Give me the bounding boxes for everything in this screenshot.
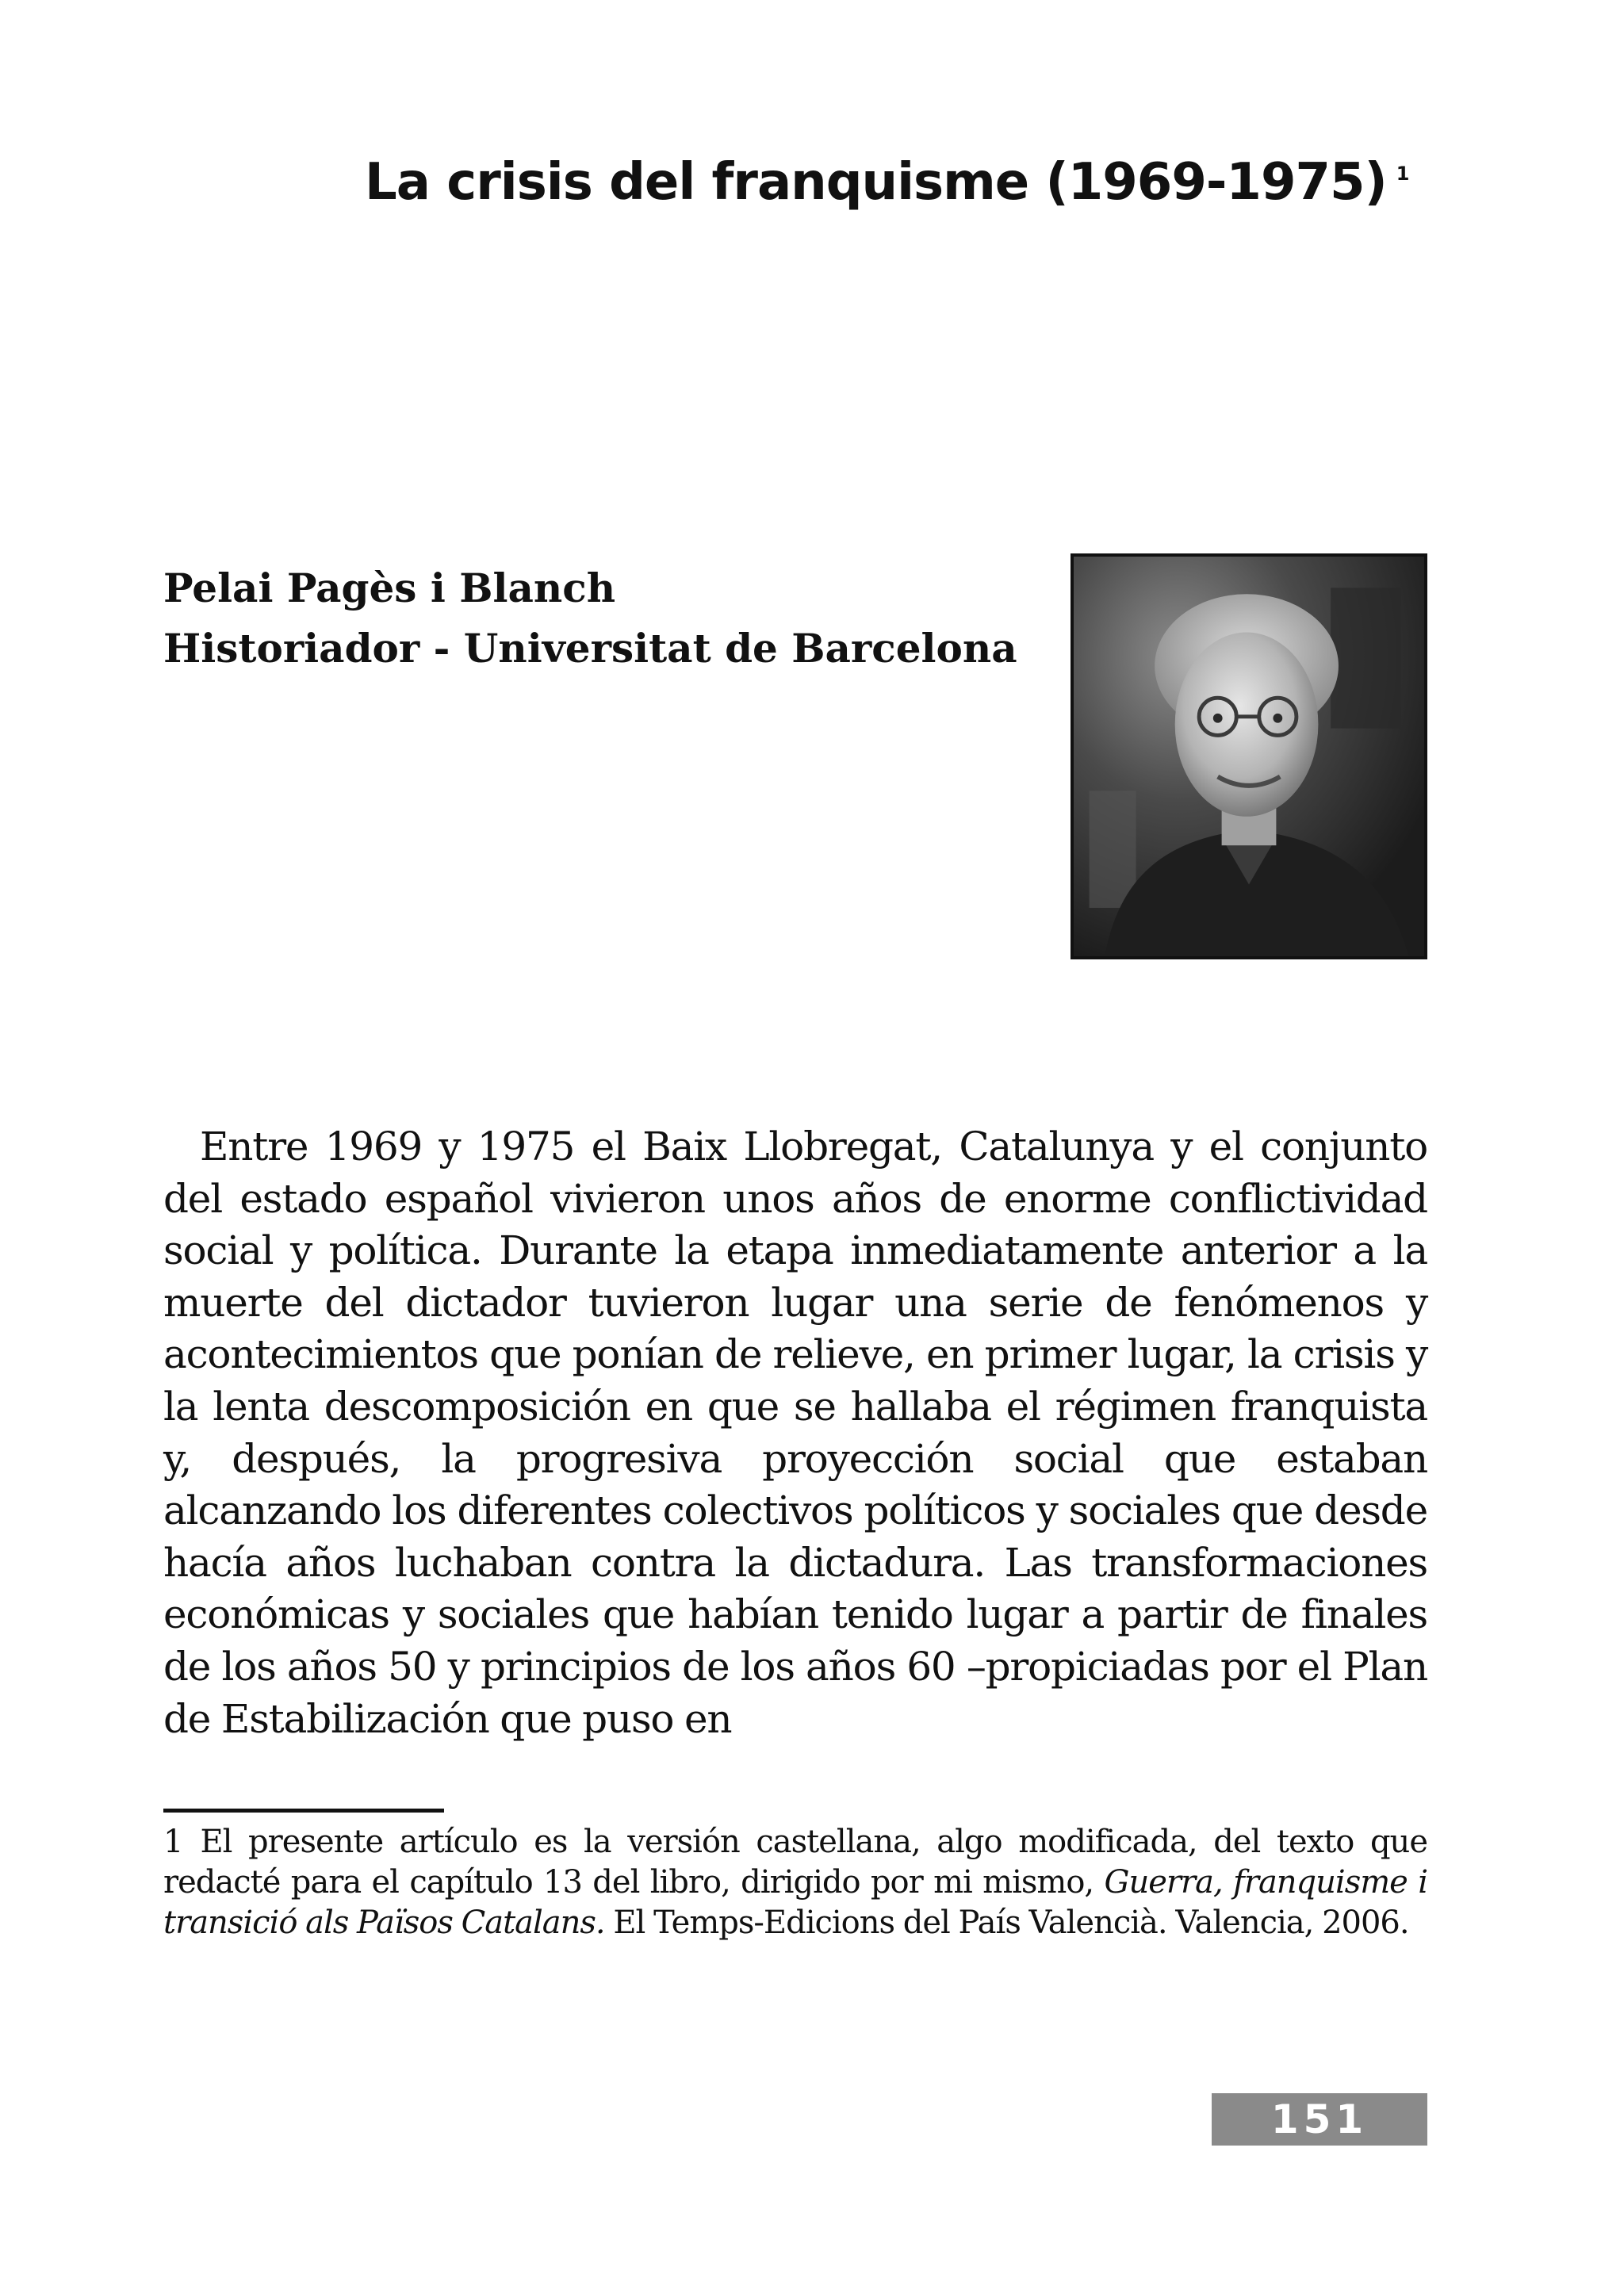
title-text: La crisis del franquisme (1969-1975) bbox=[365, 153, 1387, 212]
page-title bbox=[365, 155, 1408, 210]
footnote bbox=[163, 1822, 1427, 1943]
title-footnote-mark[interactable]: 1 bbox=[1396, 163, 1409, 185]
author-affiliation: Historiador - Universitat de Barcelona bbox=[163, 625, 1017, 672]
footnote-publication: El Temps-Edicions del País Valencià. Valencia, 2006. bbox=[613, 1905, 1409, 1941]
body-paragraph: Entre 1969 y 1975 el Baix Llobregat, Catalunya y el conjunto del estado español vivieron unos años de enorme conflictividad social y política. Durante la etapa inmediatamente anterior a la muerte del dictador tuvieron lugar una serie de fenómenos y acontecimientos que ponían de relieve, en primer lugar, la crisis y la lenta descomposición en que se hallaba el régimen franquista y, después, la progresiva proyección social que estaban alcanzando los diferentes colectivos políticos y sociales que desde hacía años luchaban contra la dictadura. Las transformaciones económicas y sociales que habían tenido lugar a partir de finales de los años 50 y principios de los años 60 –propiciadas por el Plan de Estabilización que puso en bbox=[163, 1124, 1427, 1742]
footnote-number: 1 bbox=[163, 1824, 183, 1860]
page-number: 151 bbox=[1212, 2093, 1427, 2146]
footnote-divider bbox=[163, 1809, 444, 1813]
author-portrait-icon bbox=[1074, 557, 1424, 956]
footnote-text: El presente artículo es la versión castellana, algo modificada, del texto que redacté para el capítulo 13 del libro, dirigido por mi mismo, bbox=[163, 1824, 1427, 1901]
author-name: Pelai Pagès i Blanch bbox=[163, 565, 616, 611]
author-photo bbox=[1071, 553, 1427, 959]
footnote-book-title: Guerra, franquisme i transició als Països Catalans. bbox=[163, 1864, 1427, 1941]
author-block bbox=[163, 558, 1017, 679]
